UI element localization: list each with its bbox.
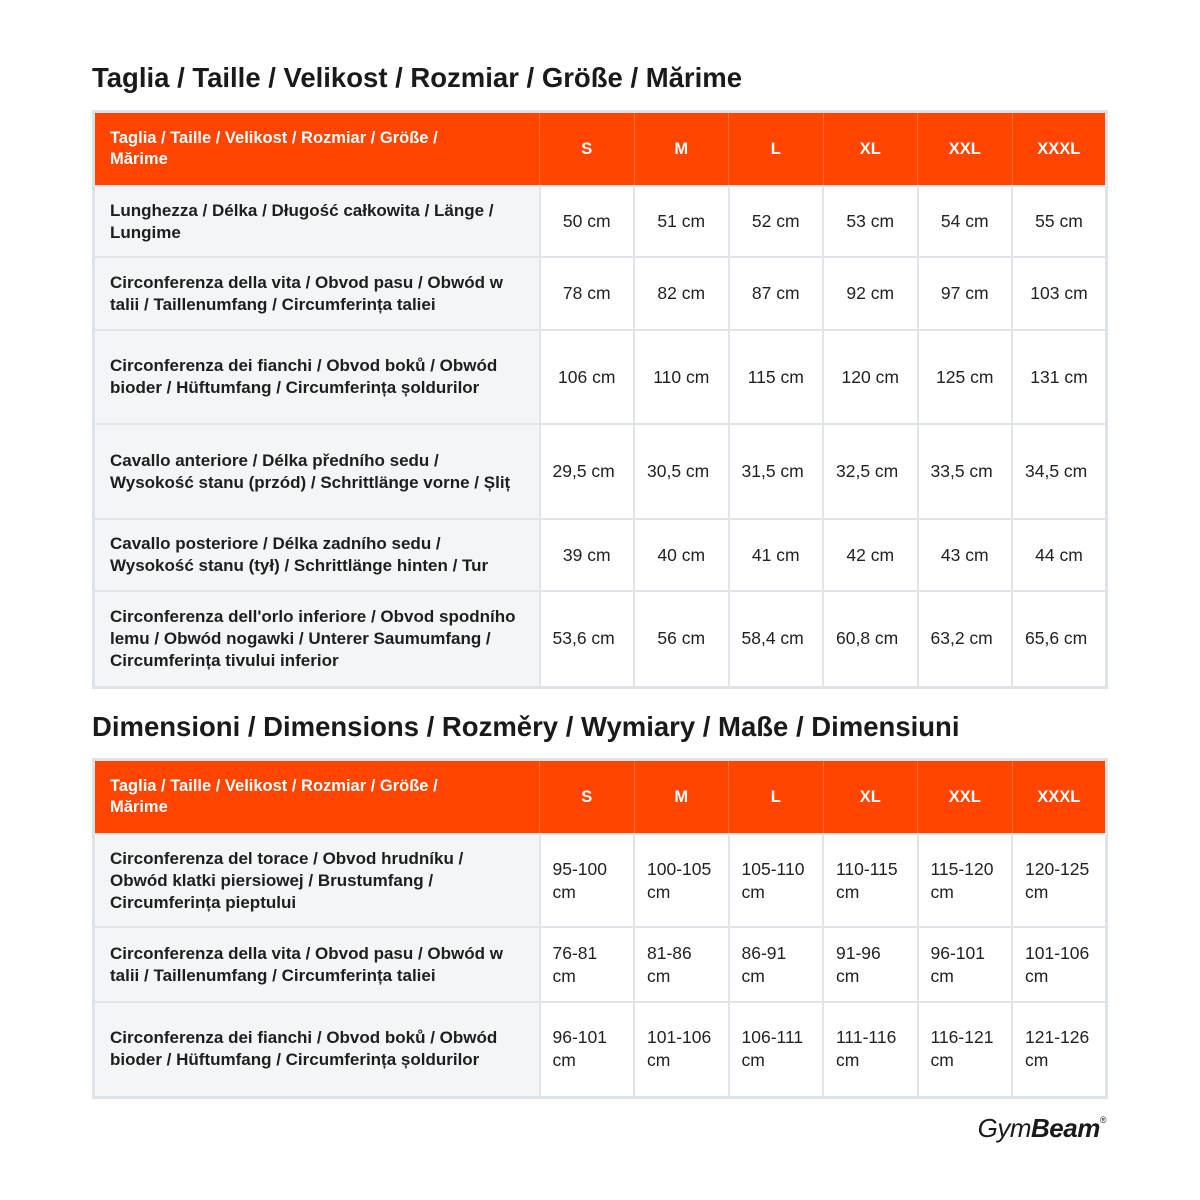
table-cell: 103 cm: [1012, 257, 1107, 330]
table-cell: 110 cm: [634, 330, 729, 424]
table-cell: 101-106 cm: [634, 1002, 729, 1097]
row-label: Cavallo anteriore / Délka předního sedu / Wysokość stanu (przód) / Schrittlänge vorne / Șliț: [94, 424, 540, 519]
table-row-front-rise: [94, 424, 1107, 519]
row-label: Circonferenza della vita / Obvod pasu / Obwód w talii / Taillenumfang / Circumferința taliei: [94, 927, 540, 1002]
registered-mark-icon: ®: [1099, 1115, 1106, 1125]
table-row-length: [94, 186, 1107, 257]
dimensions-section-title: Dimensioni / Dimensions / Rozměry / Wymiary / Maße / Dimensiuni: [92, 711, 960, 742]
table-cell: 91-96 cm: [823, 927, 918, 1002]
table-cell: 115 cm: [729, 330, 824, 424]
size-header-label: Taglia / Taille / Velikost / Rozmiar / Größe / Mărime: [94, 112, 540, 187]
table-row-hips: [94, 1002, 1107, 1097]
table-cell: 101-106 cm: [1012, 927, 1107, 1002]
row-label: Circonferenza dell'orlo inferiore / Obvod spodního lemu / Obwód nogawki / Unterer Saumumfang / Circumferința tivului inferior: [94, 591, 540, 687]
table-cell: 33,5 cm: [918, 424, 1013, 519]
table-cell: 121-126 cm: [1012, 1002, 1107, 1097]
row-label: Cavallo posteriore / Délka zadního sedu / Wysokość stanu (tył) / Schrittlänge hinten / Tur: [94, 519, 540, 591]
size-header-m: M: [634, 112, 729, 187]
table-cell: 95-100 cm: [540, 834, 635, 927]
gymbeam-logo: [978, 1113, 1106, 1144]
dimensions-header-xxl: XXL: [918, 760, 1013, 835]
table-cell: 106-111 cm: [729, 1002, 824, 1097]
table-row-hem: [94, 591, 1107, 687]
table-cell: 39 cm: [540, 519, 635, 591]
table-cell: 58,4 cm: [729, 591, 824, 687]
table-cell: 92 cm: [823, 257, 918, 330]
dimensions-header-xl: XL: [823, 760, 918, 835]
table-cell: 78 cm: [540, 257, 635, 330]
table-cell: 100-105 cm: [634, 834, 729, 927]
table-cell: 115-120 cm: [918, 834, 1013, 927]
table-cell: 43 cm: [918, 519, 1013, 591]
table-cell: 53,6 cm: [540, 591, 635, 687]
table-cell: 96-101 cm: [540, 1002, 635, 1097]
table-cell: 55 cm: [1012, 186, 1107, 257]
table-cell: 29,5 cm: [540, 424, 635, 519]
table-cell: 65,6 cm: [1012, 591, 1107, 687]
dimensions-header-l: L: [729, 760, 824, 835]
table-cell: 81-86 cm: [634, 927, 729, 1002]
table-cell: 97 cm: [918, 257, 1013, 330]
logo-text-beam: Beam: [1031, 1113, 1100, 1143]
table-cell: 120 cm: [823, 330, 918, 424]
table-cell: 31,5 cm: [729, 424, 824, 519]
dimensions-table-header-row: [94, 760, 1107, 835]
table-cell: 32,5 cm: [823, 424, 918, 519]
size-header-s: S: [540, 112, 635, 187]
table-cell: 96-101 cm: [918, 927, 1013, 1002]
dimensions-header-m: M: [634, 760, 729, 835]
row-label: Circonferenza del torace / Obvod hrudníku / Obwód klatki piersiowej / Brustumfang / Circumferința pieptului: [94, 834, 540, 927]
dimensions-table: [92, 758, 1108, 1099]
table-cell: 60,8 cm: [823, 591, 918, 687]
dimensions-header-label: Taglia / Taille / Velikost / Rozmiar / Größe / Mărime: [94, 760, 540, 835]
table-cell: 50 cm: [540, 186, 635, 257]
dimensions-header-xxxl: XXXL: [1012, 760, 1107, 835]
table-row-back-rise: [94, 519, 1107, 591]
row-label: Lunghezza / Délka / Długość całkowita / Länge / Lungime: [94, 186, 540, 257]
table-cell: 120-125 cm: [1012, 834, 1107, 927]
dimensions-header-s: S: [540, 760, 635, 835]
table-cell: 86-91 cm: [729, 927, 824, 1002]
size-table: [92, 110, 1108, 689]
table-cell: 56 cm: [634, 591, 729, 687]
table-cell: 42 cm: [823, 519, 918, 591]
table-cell: 116-121 cm: [918, 1002, 1013, 1097]
table-cell: 131 cm: [1012, 330, 1107, 424]
size-table-header-row: [94, 112, 1107, 187]
table-cell: 41 cm: [729, 519, 824, 591]
table-row-chest: [94, 834, 1107, 927]
table-cell: 110-115 cm: [823, 834, 918, 927]
table-cell: 106 cm: [540, 330, 635, 424]
logo-text-gym: Gym: [977, 1113, 1032, 1143]
table-row-waist: [94, 927, 1107, 1002]
table-cell: 63,2 cm: [918, 591, 1013, 687]
size-header-l: L: [729, 112, 824, 187]
table-cell: 54 cm: [918, 186, 1013, 257]
table-cell: 53 cm: [823, 186, 918, 257]
table-cell: 87 cm: [729, 257, 824, 330]
row-label: Circonferenza dei fianchi / Obvod boků / Obwód bioder / Hüftumfang / Circumferința șoldurilor: [94, 330, 540, 424]
table-cell: 105-110 cm: [729, 834, 824, 927]
table-cell: 111-116 cm: [823, 1002, 918, 1097]
table-cell: 76-81 cm: [540, 927, 635, 1002]
table-cell: 82 cm: [634, 257, 729, 330]
row-label: Circonferenza dei fianchi / Obvod boků / Obwód bioder / Hüftumfang / Circumferința șoldurilor: [94, 1002, 540, 1097]
table-cell: 52 cm: [729, 186, 824, 257]
table-cell: 30,5 cm: [634, 424, 729, 519]
table-cell: 34,5 cm: [1012, 424, 1107, 519]
table-row-hips: [94, 330, 1107, 424]
size-header-xxl: XXL: [918, 112, 1013, 187]
row-label: Circonferenza della vita / Obvod pasu / Obwód w talii / Taillenumfang / Circumferința taliei: [94, 257, 540, 330]
size-header-xl: XL: [823, 112, 918, 187]
table-row-waist: [94, 257, 1107, 330]
table-cell: 51 cm: [634, 186, 729, 257]
size-section-title: Taglia / Taille / Velikost / Rozmiar / Größe / Mărime: [92, 62, 743, 93]
size-header-xxxl: XXXL: [1012, 112, 1107, 187]
table-cell: 125 cm: [918, 330, 1013, 424]
table-cell: 40 cm: [634, 519, 729, 591]
table-cell: 44 cm: [1012, 519, 1107, 591]
